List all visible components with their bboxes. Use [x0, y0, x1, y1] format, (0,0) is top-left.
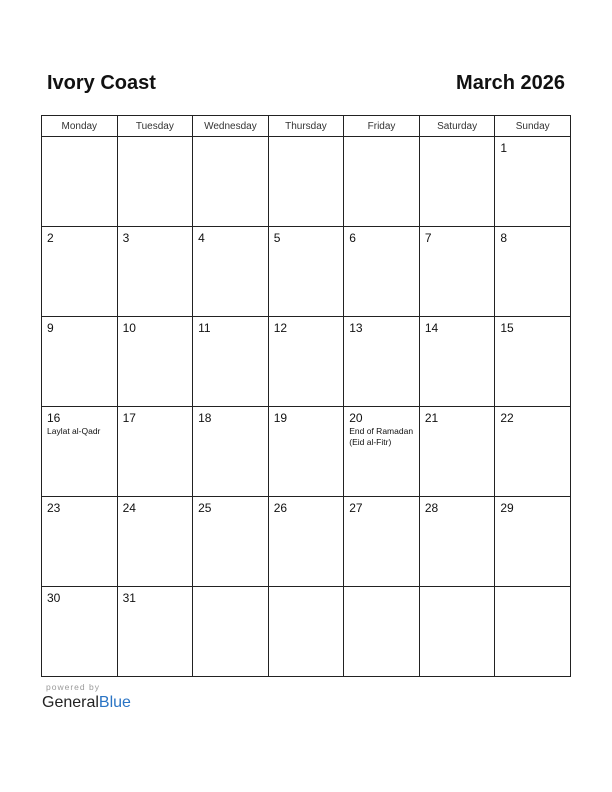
day-cell [193, 497, 269, 587]
day-number: 23 [47, 501, 61, 515]
day-cell [42, 317, 118, 407]
day-number: 22 [500, 411, 514, 425]
week-row [42, 497, 571, 587]
day-number: 21 [424, 411, 439, 425]
day-cell [344, 587, 420, 677]
day-cell [495, 587, 571, 677]
holiday-label: End of Ramadan (Eid al-Fitr) [349, 426, 414, 447]
generalblue-logo[interactable] [42, 694, 131, 712]
day-number: 28 [424, 501, 439, 515]
month-year-title: March 2026 [456, 72, 565, 94]
day-cell [117, 227, 193, 317]
weekday-tuesday: Tuesday [117, 116, 193, 137]
day-number: 3 [122, 231, 130, 245]
day-cell [117, 407, 193, 497]
day-cell [344, 137, 420, 227]
weekday-friday: Friday [344, 116, 420, 137]
day-number: 11 [198, 321, 211, 335]
day-cell [117, 497, 193, 587]
day-number: 17 [122, 411, 136, 425]
day-number: 18 [198, 411, 212, 425]
day-number: 9 [47, 321, 54, 335]
day-cell [42, 407, 118, 497]
day-cell [419, 227, 495, 317]
day-number: 1 [500, 141, 508, 155]
day-cell [193, 137, 269, 227]
day-number: 19 [273, 411, 288, 425]
weekday-saturday: Saturday [419, 116, 495, 137]
week-row [42, 587, 571, 677]
day-cell [419, 497, 495, 587]
day-cell [193, 587, 269, 677]
day-cell [117, 317, 193, 407]
day-number: 27 [349, 501, 363, 515]
day-number: 14 [424, 321, 439, 335]
day-cell [42, 587, 118, 677]
day-number: 31 [122, 591, 136, 605]
day-cell [495, 407, 571, 497]
weekday-thursday: Thursday [268, 116, 344, 137]
weekday-sunday: Sunday [495, 116, 571, 137]
calendar-grid [41, 115, 571, 677]
day-cell [344, 407, 420, 497]
day-cell [117, 137, 193, 227]
day-cell [419, 137, 495, 227]
day-cell [117, 587, 193, 677]
day-number: 5 [273, 231, 281, 245]
day-cell [268, 497, 344, 587]
day-number: 7 [424, 231, 432, 245]
day-cell [268, 587, 344, 677]
week-row [42, 227, 571, 317]
day-cell [193, 227, 269, 317]
day-number: 20 [349, 411, 363, 425]
weekday-header-row [42, 116, 571, 137]
day-number: 4 [198, 231, 205, 245]
day-number: 24 [122, 501, 136, 515]
day-cell [344, 227, 420, 317]
week-row [42, 407, 571, 497]
day-number: 16 [47, 411, 61, 425]
day-cell [268, 317, 344, 407]
week-row [42, 317, 571, 407]
day-cell [495, 317, 571, 407]
day-number: 6 [349, 231, 356, 245]
brand-general-text: General [42, 694, 99, 711]
day-cell [344, 317, 420, 407]
weekday-monday: Monday [42, 116, 118, 137]
day-number: 26 [273, 501, 288, 515]
day-cell [419, 407, 495, 497]
day-cell [495, 227, 571, 317]
weekday-wednesday: Wednesday [193, 116, 269, 137]
powered-by-text: powered by [46, 682, 100, 692]
day-cell [495, 497, 571, 587]
day-cell [42, 227, 118, 317]
day-cell [495, 137, 571, 227]
day-cell [268, 137, 344, 227]
day-number: 13 [349, 321, 363, 335]
day-number: 8 [500, 231, 508, 245]
day-number: 10 [122, 321, 136, 335]
day-number: 15 [500, 321, 514, 335]
day-cell [268, 407, 344, 497]
day-number: 29 [500, 501, 514, 515]
day-number: 30 [47, 591, 61, 605]
day-cell [344, 497, 420, 587]
day-cell [419, 587, 495, 677]
brand-blue-text: Blue [98, 694, 131, 711]
country-title: Ivory Coast [47, 72, 156, 94]
day-cell [268, 227, 344, 317]
week-row [42, 137, 571, 227]
day-number: 25 [198, 501, 212, 515]
day-number: 12 [273, 321, 288, 335]
day-cell [193, 407, 269, 497]
day-number: 2 [47, 231, 54, 245]
day-cell [42, 137, 118, 227]
day-cell [419, 317, 495, 407]
day-cell [42, 497, 118, 587]
holiday-label: Laylat al-Qadr [47, 426, 101, 436]
day-cell [193, 317, 269, 407]
